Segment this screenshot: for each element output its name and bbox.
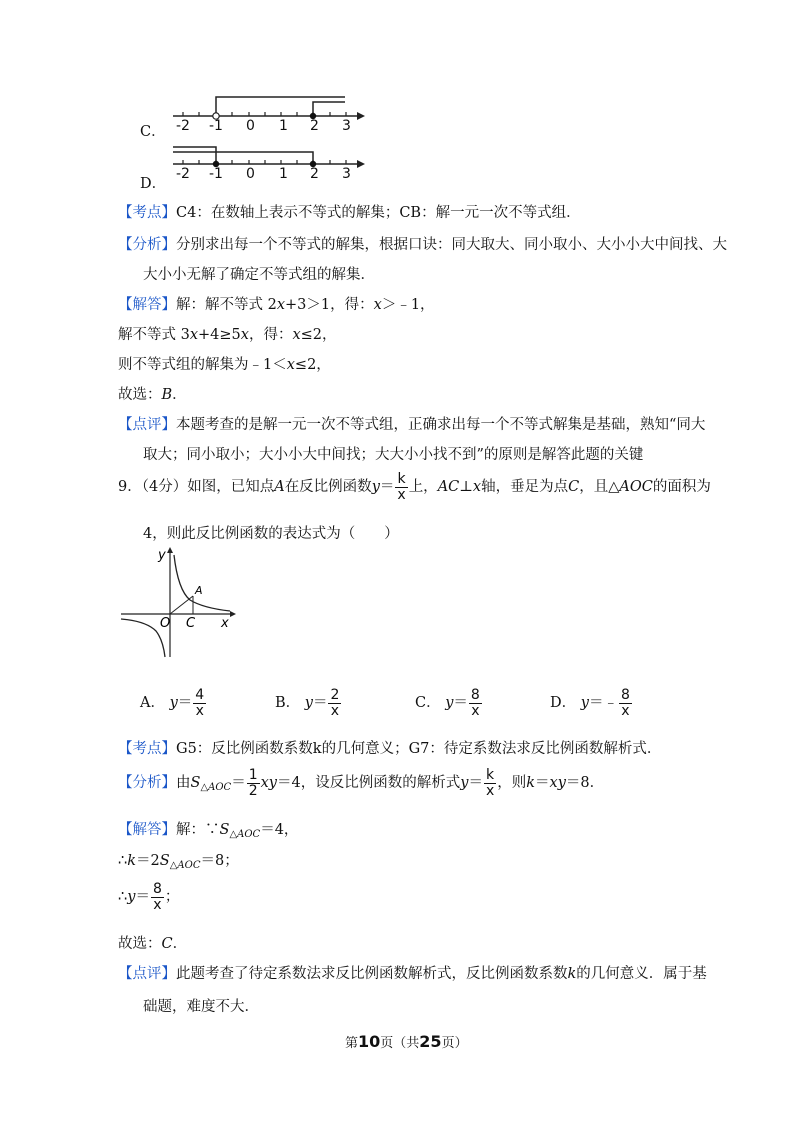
text: ，且△ [579,479,620,496]
tick-label: 3 [342,166,351,182]
text: 解：解不等式 2 [176,297,277,313]
fraction [395,472,407,502]
fenxi-text: 分别求出每一个不等式的解集，根据口诀：同大取大、同小取小、大小小大中间找、大 [176,237,727,253]
text: ＞﹣1， [381,297,435,313]
dianping-text: 本题考查的是解一元一次不等式组，正确求出每一个不等式解集是基础，熟知“同大 [176,417,706,433]
jieda-tag: 【解答】 [118,822,176,838]
text: ，则 [497,775,527,792]
var: x [189,327,199,343]
tick-label: -2 [176,118,190,134]
var: k [567,966,577,982]
option-label: C． [415,695,441,712]
text: 故选： [118,387,162,403]
var: AC [437,479,460,496]
text: ＝ [135,889,150,906]
var: x [276,297,286,313]
var: y [580,695,589,712]
var: A [274,479,285,496]
dianping-text: 的几何意义．属于基 [576,966,707,982]
s8-dianping-line2: 取大；同小取小；大小小大中间找；大大小小找不到”的原则是解答此题的关键 [143,447,644,463]
text: ＝ [453,695,468,712]
answer-letter: B [161,387,173,403]
denominator: x [397,486,406,503]
s9-jieda [118,818,298,840]
point-c-label: C [186,616,196,631]
numerator: k [484,768,496,784]
var: k [127,853,137,869]
dianping-tag: 【点评】 [118,966,176,982]
text: +4≥5 [198,327,241,343]
denominator: x [330,702,340,719]
var: y [169,695,178,712]
text: 页） [441,1036,468,1051]
var: x [286,357,295,373]
denominator: 2 [248,782,258,799]
fenxi-tag: 【分析】 [118,775,176,792]
denominator: x [153,896,162,913]
denominator: x [485,782,495,799]
text: ＝8； [200,853,239,869]
text: 由 [176,775,191,792]
s9-fenxi [118,768,604,798]
text: ∴ [118,853,128,869]
var: AOC [619,479,653,496]
fenxi-tag: 【分析】 [118,237,176,253]
var: y [460,775,469,792]
var: x [373,297,382,313]
numerator: 4 [195,687,205,703]
var: xy [260,775,277,792]
option-label: B． [275,695,301,712]
page-footer [345,1032,468,1051]
option-c-label: C． [140,124,166,140]
text: 9．（4分）如图，已知点 [118,479,275,496]
s9-dianping-line2: 础题，难度不大． [143,999,259,1015]
denominator: x [621,702,630,719]
s8-sol-line3 [118,353,331,374]
text: 的面积为 [652,479,711,496]
answer-letter: C [161,936,173,952]
fraction [151,882,164,912]
option-d-label: D． [140,176,167,192]
text: ≤2， [300,327,337,343]
s8-kaodian [118,201,581,222]
denominator: x [471,702,480,719]
text: ＝2 [136,853,160,869]
option-label: D． [550,695,577,712]
text: ＝ [312,695,328,712]
text: ⊥ [459,479,473,496]
kaodian-tag: 【考点】 [118,741,176,757]
page-number: 10 [358,1032,381,1051]
text: 上， [408,479,438,496]
denominator: x [195,702,204,719]
tick-label: -2 [176,166,190,182]
subscript: △AOC [169,860,201,871]
fraction [469,688,482,718]
fraction [328,688,341,718]
s8-fenxi-line2: 大小小无解了确定不等式组的解集． [143,267,375,283]
text: ＝ [379,479,395,496]
s9-line3 [118,882,179,912]
dianping-tag: 【点评】 [118,417,176,433]
fraction [247,768,260,798]
option-label: A． [140,695,165,712]
s9-line2 [118,849,239,871]
axis-x-label: x [221,616,229,631]
text: 则不等式组的解集为﹣1＜ [118,357,287,373]
text: ＝ [468,775,483,792]
s9-answer [118,932,187,953]
text: ≤2， [294,357,331,373]
tick-label: 3 [342,118,351,134]
s9-kaodian [118,737,661,758]
point-a-label: A [195,584,203,597]
numerator: 8 [152,881,162,897]
text: 第 [345,1036,359,1051]
tick-label: 0 [246,118,255,134]
text: ． [172,936,188,952]
s9-dianping [118,962,707,983]
q9-option-d [550,688,633,718]
text: ＝8． [565,775,605,792]
tick-label: 2 [310,166,319,182]
text: 页（共 [380,1036,420,1051]
q9-option-c [415,688,483,718]
var: C [568,479,580,496]
text: ＝ [588,695,604,712]
subscript: △AOC [200,782,232,794]
var: y [445,695,454,712]
text: ． [172,387,187,403]
s8-jieda [118,293,435,314]
fraction [193,688,206,718]
text: ＝ [231,775,246,792]
text: ； [164,889,180,906]
tick-label: -1 [209,118,223,134]
s8-sol-line2 [118,323,337,344]
numerator: 1 [248,767,258,783]
q9-option-a [140,688,207,718]
text: ＝ [535,775,550,792]
tick-label: -1 [209,166,223,182]
var: x [292,327,301,343]
text: ＝4，设反比例函数的解析式 [277,775,461,792]
text: 解不等式 3 [118,327,190,343]
var: S [219,822,230,838]
var: y [127,889,136,906]
tick-label: 2 [310,118,319,134]
fraction [619,688,632,718]
text: 故选： [118,936,162,952]
minus-sign: ﹣ [603,695,618,712]
var: xy [549,775,566,792]
tick-label: 1 [279,118,288,134]
text: ∴ [118,889,128,906]
text: ＝4， [260,822,299,838]
axis-y-label: y [158,548,166,563]
total-pages: 25 [419,1032,442,1051]
dianping-text: 此题考查了待定系数法求反比例函数解析式，反比例函数系数 [176,966,568,982]
s8-answer [118,383,187,404]
s8-dianping [118,413,705,434]
kaodian-text: G5：反比例函数系数k的几何意义；G7：待定系数法求反比例函数解析式． [176,741,662,757]
var: x [240,327,249,343]
numerator: 8 [620,687,630,703]
hyperbola-graph [118,545,243,665]
text: ＝ [177,695,193,712]
jieda-tag: 【解答】 [118,297,176,313]
var: k [526,775,536,792]
var: S [159,853,170,869]
fraction [484,768,496,798]
tick-label: 0 [246,166,255,182]
q9-option-b [275,688,342,718]
q9-stem [118,472,711,502]
origin-label: O [160,616,171,631]
text: ，得： [248,327,293,343]
numerator: 8 [470,687,480,703]
q9-stem-line2: 4，则此反比例函数的表达式为（ ） [143,526,399,542]
numerator: k [395,472,407,488]
numerator: 2 [330,687,340,703]
text: 解：∵ [176,822,220,838]
var: S [190,775,201,792]
s8-fenxi [118,233,727,254]
kaodian-text: C4：在数轴上表示不等式的解集；CB：解一元一次不等式组． [176,205,581,221]
text: 在反比例函数 [284,479,372,496]
text: 轴，垂足为点 [481,479,569,496]
kaodian-tag: 【考点】 [118,205,176,221]
var: y [371,479,380,496]
text: +3＞1，得： [285,297,374,313]
var: y [304,695,313,712]
var: x [472,479,482,496]
tick-label: 1 [279,166,288,182]
subscript: △AOC [229,829,261,840]
